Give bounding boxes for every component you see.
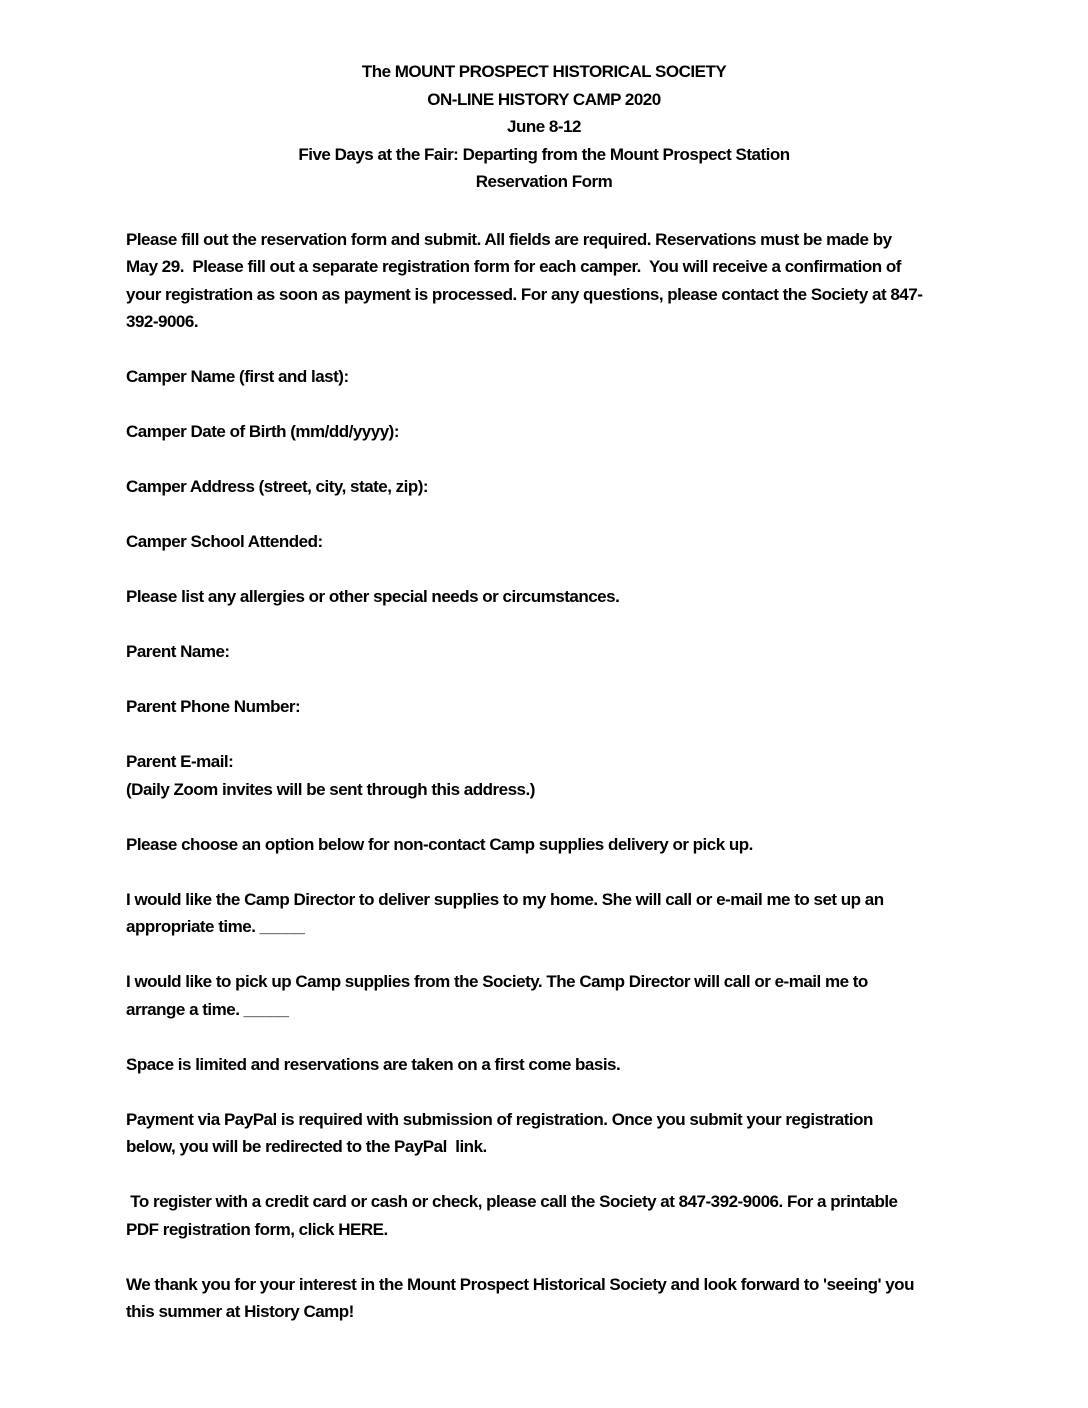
title-theme: Five Days at the Fair: Departing from the Mount Prospect Station [298, 144, 790, 164]
intro-paragraph [126, 226, 1088, 336]
intro-line-4: 392-9006. [126, 312, 199, 331]
register-alt-line-2-text: PDF registration form, click [126, 1219, 339, 1239]
delivery-prompt-paragraph [126, 831, 1088, 859]
here-link[interactable]: HERE [338, 1219, 384, 1239]
payment-line-2: below, you will be redirected to the PayPal link. [126, 1137, 487, 1156]
field-camper-name [126, 363, 1088, 391]
option-pickup-line-1: I would like to pick up Camp supplies from the Society. The Camp Director will call or e-mail me to [126, 972, 868, 991]
space-limited-paragraph [126, 1051, 1088, 1079]
camper-address-label: Camper Address (street, city, state, zip): [126, 477, 429, 496]
title-dates: June 8-12 [507, 117, 581, 136]
register-alternative-paragraph [126, 1188, 1088, 1243]
option-pickup-line-2 [126, 996, 1088, 1024]
option-pickup-line-2-text: arrange a time. [126, 999, 244, 1019]
option-deliver-line-2-text: appropriate time. [126, 917, 260, 936]
option-deliver-response-blank: _____ [259, 917, 305, 936]
option-deliver-line-2 [126, 913, 1088, 941]
title-society: The MOUNT PROSPECT HISTORICAL SOCIETY [361, 62, 727, 81]
delivery-option-deliver [126, 886, 1088, 941]
document-body [0, 226, 1088, 1326]
register-alt-line-2-tail: . [383, 1219, 388, 1239]
thanks-paragraph [126, 1271, 1088, 1326]
intro-line-1: Please fill out the reservation form and submit. All fields are required. Reservations must be made by [126, 229, 892, 249]
field-camper-school [126, 528, 1088, 556]
field-parent-name [126, 638, 1088, 666]
parent-name-label: Parent Name: [126, 642, 230, 661]
camper-name-label: Camper Name (first and last): [126, 367, 349, 386]
title-form-type: Reservation Form [475, 172, 613, 191]
field-parent-phone [126, 693, 1088, 721]
register-alt-line-1: To register with a credit card or cash or check, please call the Society at 847-392-9006. For a printable [126, 1192, 898, 1211]
option-deliver-line-1: I would like the Camp Director to deliver supplies to my home. She will call or e-mail me to set up an [126, 889, 884, 909]
field-camper-address [126, 473, 1088, 501]
parent-phone-label: Parent Phone Number: [126, 697, 301, 716]
parent-email-label: Parent E-mail: [126, 752, 234, 771]
delivery-prompt: Please choose an option below for non-contact Camp supplies delivery or pick up. [126, 834, 753, 854]
option-pickup-response-blank: _____ [243, 999, 289, 1019]
field-allergies [126, 583, 1088, 611]
title-camp: ON-LINE HISTORY CAMP 2020 [427, 89, 661, 109]
payment-line-1: Payment via PayPal is required with submission of registration. Once you submit your registration [126, 1109, 873, 1129]
register-alt-line-2 [126, 1216, 1088, 1244]
thanks-line-1: We thank you for your interest in the Mount Prospect Historical Society and look forward to 'seeing' you [126, 1274, 914, 1294]
space-limited-note: Space is limited and reservations are taken on a first come basis. [126, 1054, 621, 1074]
camper-school-label: Camper School Attended: [126, 532, 323, 551]
thanks-line-2: this summer at History Camp! [126, 1302, 354, 1321]
allergies-label: Please list any allergies or other special needs or circumstances. [126, 587, 620, 606]
payment-paragraph [126, 1106, 1088, 1161]
parent-email-note: (Daily Zoom invites will be sent through this address.) [126, 779, 535, 799]
intro-line-2: May 29. Please fill out a separate registration form for each camper. You will receive a confirmation of [126, 257, 901, 276]
document-header [0, 58, 1088, 196]
intro-line-3: your registration as soon as payment is processed. For any questions, please contact the Society at 847- [126, 284, 923, 304]
field-camper-dob [126, 418, 1088, 446]
camper-dob-label: Camper Date of Birth (mm/dd/yyyy): [126, 422, 399, 441]
field-parent-email [126, 748, 1088, 803]
delivery-option-pickup [126, 968, 1088, 1023]
